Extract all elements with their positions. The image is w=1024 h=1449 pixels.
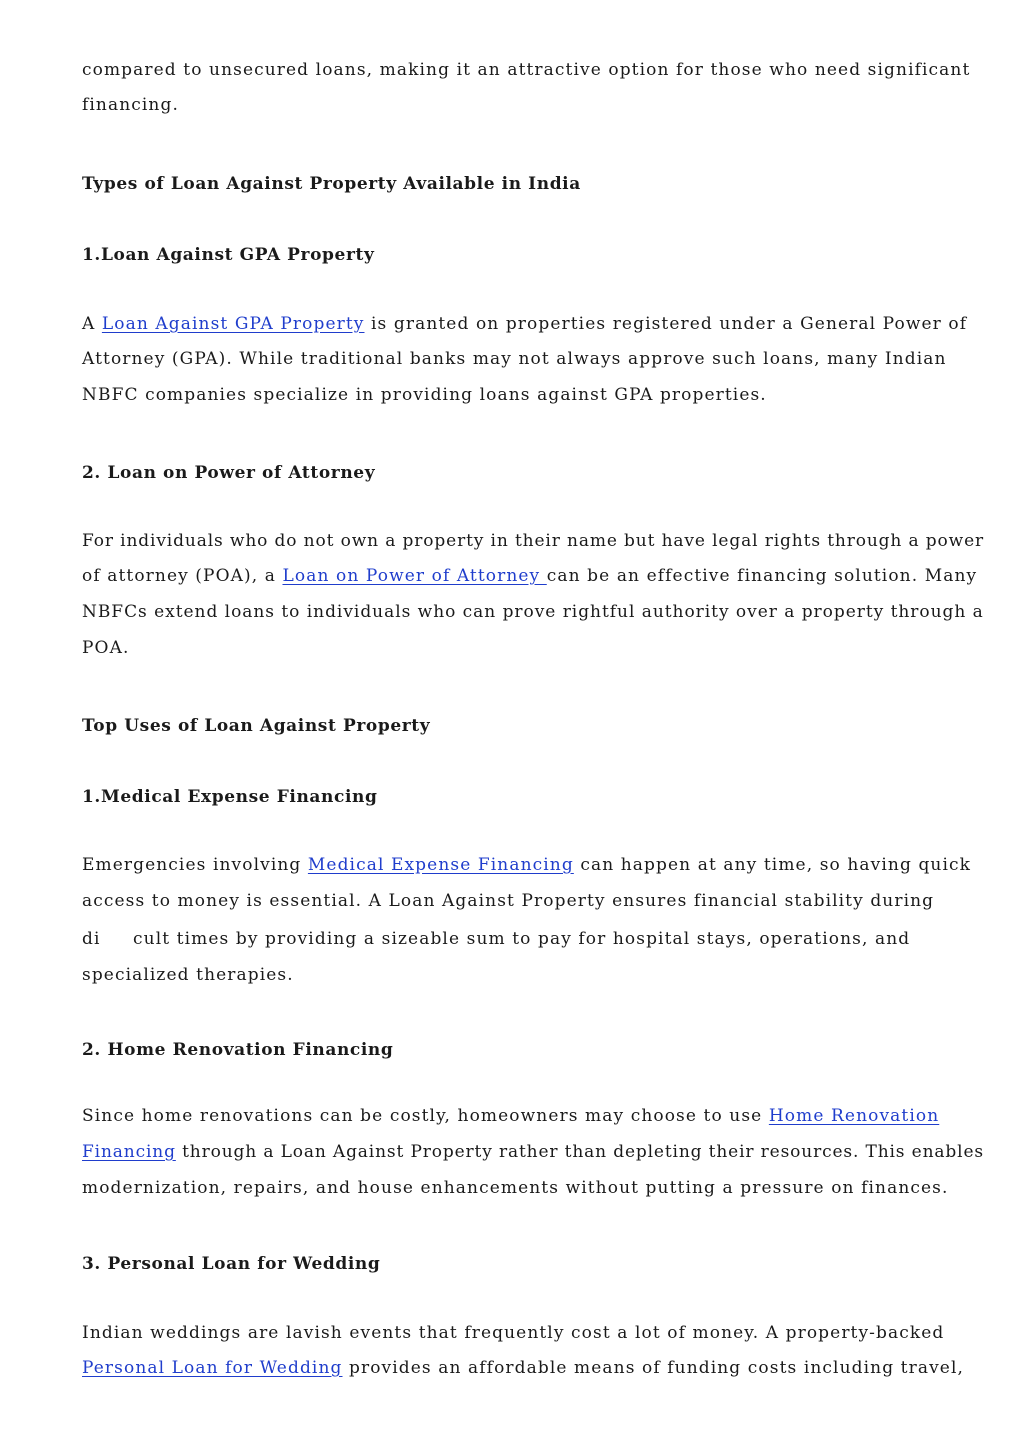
text-segment: can be an effective financing solution. Many [546, 566, 978, 586]
text-segment: Since home renovations can be costly, homeowners may choose to use [82, 1106, 769, 1126]
paragraph-home-line-2 [82, 1141, 984, 1163]
text-segment: can happen at any time, so having quick [573, 855, 972, 875]
heading-home-renovation: 2. Home Renovation Financing [82, 1040, 394, 1060]
paragraph-home-line-3: modernization, repairs, and house enhancements without putting a pressure on finances. [82, 1178, 949, 1198]
paragraph-poa-line-2 [82, 565, 977, 587]
paragraph-medical-line-2: access to money is essential. A Loan Against Property ensures financial stability during [82, 891, 935, 911]
paragraph-poa-line-4: POA. [82, 638, 130, 658]
heading-power-of-attorney: 2. Loan on Power of Attorney [82, 463, 376, 483]
heading-top-uses: Top Uses of Loan Against Property [82, 716, 431, 736]
paragraph-poa-line-1: For individuals who do not own a property in their name but have legal rights through a power [82, 531, 985, 551]
link-loan-against-gpa-property[interactable]: Loan Against GPA Property [101, 314, 365, 334]
text-segment: through a Loan Against Property rather than depleting their resources. This enables [175, 1142, 984, 1162]
paragraph-intro-line-1: compared to unsecured loans, making it an attractive option for those who need significant [82, 60, 971, 80]
paragraph-wedding-line-1: Indian weddings are lavish events that frequently cost a lot of money. A property-backed [82, 1323, 945, 1343]
text-segment: provides an affordable means of funding costs including travel, [342, 1358, 964, 1378]
text-segment: of attorney (POA), a [82, 566, 283, 586]
link-loan-on-power-of-attorney[interactable]: Loan on Power of Attorney [282, 566, 547, 586]
text-segment: is granted on properties registered under a General Power of [364, 314, 968, 334]
heading-medical-expense: 1.Medical Expense Financing [82, 787, 378, 807]
heading-gpa-property: 1.Loan Against GPA Property [82, 245, 375, 265]
paragraph-medical-line-4: specialized therapies. [82, 965, 294, 985]
paragraph-wedding-line-2 [82, 1357, 964, 1379]
paragraph-gpa-line-1 [82, 313, 967, 335]
text-segment: Emergencies involving [82, 855, 308, 875]
paragraph-gpa-line-3: NBFC companies specialize in providing loans against GPA properties. [82, 385, 767, 405]
heading-personal-loan-wedding: 3. Personal Loan for Wedding [82, 1254, 381, 1274]
text-segment: A [82, 314, 102, 334]
paragraph-intro-line-2: financing. [82, 95, 179, 115]
link-medical-expense-financing[interactable]: Medical Expense Financing [307, 855, 574, 875]
paragraph-medical-line-3: di cult times by providing a sizeable sum to pay for hospital stays, operations, and [82, 929, 911, 949]
link-home-renovation-financing-cont[interactable]: Financing [82, 1142, 176, 1162]
paragraph-gpa-line-2: Attorney (GPA). While traditional banks may not always approve such loans, many Indian [82, 349, 947, 369]
heading-types-of-loan: Types of Loan Against Property Available in India [82, 174, 581, 194]
link-personal-loan-for-wedding[interactable]: Personal Loan for Wedding [82, 1358, 343, 1378]
paragraph-home-line-1 [82, 1105, 939, 1127]
paragraph-poa-line-3: NBFCs extend loans to individuals who can prove rightful authority over a property through a [82, 602, 984, 622]
paragraph-medical-line-1 [82, 854, 971, 876]
link-home-renovation-financing[interactable]: Home Renovation [768, 1106, 940, 1126]
